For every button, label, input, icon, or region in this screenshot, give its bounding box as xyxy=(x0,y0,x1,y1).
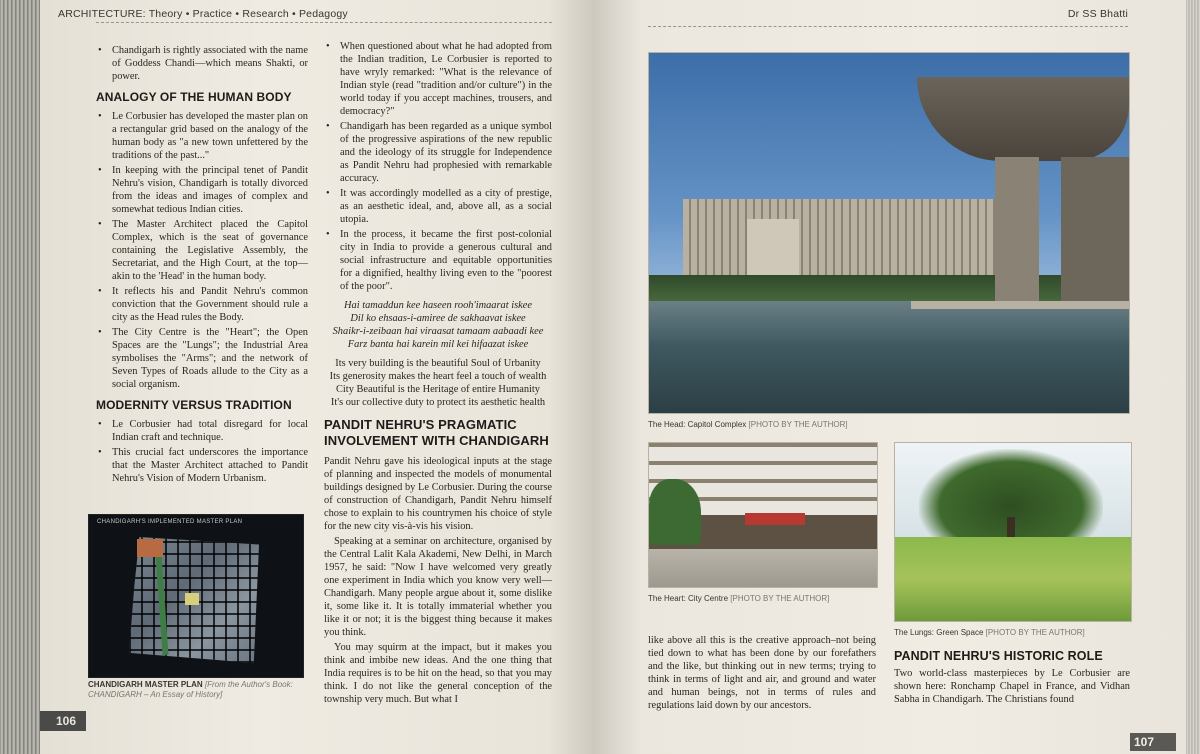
section-heading-modernity: MODERNITY VERSUS TRADITION xyxy=(96,398,292,412)
city-centre-photo xyxy=(648,442,878,588)
poem-line: Dil ko ehsaas-i-amiree de sakhaavat iskee xyxy=(350,313,526,324)
left-page-number-text: 106 xyxy=(56,714,77,728)
section-heading-analogy: ANALOGY OF THE HUMAN BODY xyxy=(96,90,292,104)
list-item: • Chandigarh is rightly associated with the name of Goddess Chandi—which means Shakti, or power. xyxy=(96,44,308,83)
modernity-bullet-list xyxy=(96,418,308,485)
list-item: • In keeping with the principal tenet of Pandit Nehru's vision, Chandigarh is totally divorced from the ideas and images of complex and somewhat tedious Indian cities. xyxy=(96,164,308,216)
right-running-head-rule xyxy=(648,26,1128,27)
body-paragraph: You may squirm at the impact, but it makes you think and imbibe new ideas. And the one thing that India requires is to be hit on the head, so that you may think. I do not like the general conception of the township very much. But what I xyxy=(324,642,552,705)
left-page-edges xyxy=(0,0,40,754)
right-running-head: Dr SS Bhatti xyxy=(1067,8,1128,20)
map-caption xyxy=(88,680,298,700)
left-column-2 xyxy=(324,40,552,708)
urdu-poem xyxy=(324,299,552,351)
caption-title: The Head: Capitol Complex xyxy=(648,420,747,429)
capitol-complex-photo xyxy=(648,52,1130,414)
analogy-bullet-list xyxy=(96,110,308,391)
reflecting-pool xyxy=(649,301,1129,413)
verse-line: Its very building is the beautiful Soul of Urbanity xyxy=(335,358,541,369)
list-item: • The Master Architect placed the Capitol Complex, which is the seat of governance containing the Legislative Assembly, the Secretariat, and the High Court, at the top—akin to the 'Head' in the human body. xyxy=(96,218,308,283)
map-city-centre-zone xyxy=(185,593,199,605)
list-item: • It reflects his and Pandit Nehru's common conviction that the Government should rule a city as the Head rules the Body. xyxy=(96,285,308,324)
verse-line: It's our collective duty to protect its aesthetic health xyxy=(330,397,546,408)
caption-title: The Heart: City Centre xyxy=(648,594,729,603)
right-column-1 xyxy=(648,634,876,714)
caption-title: The Lungs: Green Space xyxy=(894,628,984,637)
list-item: • The City Centre is the "Heart"; the Open Spaces are the "Lungs"; the Industrial Area symbolises the "Arms"; and the network of Seven Types of Roads allude to the City as a social organism. xyxy=(96,326,308,391)
caption-credit: [PHOTO BY THE AUTHOR] xyxy=(985,628,1085,637)
concrete-pillar xyxy=(1061,157,1129,307)
map-capitol-zone xyxy=(137,539,163,557)
body-paragraph: Speaking at a seminar on architecture, organised by the Central Lalit Kala Akademi, New Delhi, in March 1957, he said: "Now I have welcomed very greatly one experiment in India which you know very well—Chandigarh. Many people argue about it, some dislike it, some like it. It is totally immaterial whether you like it or not; it is the biggest thing because it makes you think. xyxy=(324,536,552,638)
section-heading-nehru: PANDIT NEHRU'S PRAGMATIC INVOLVEMENT WITH CHANDIGARH xyxy=(324,417,549,448)
col2-bullet-list xyxy=(324,40,552,293)
list-item: • Le Corbusier has developed the master plan on a rectangular grid based on the analogy of the human body as "a new town unfettered by the traditions of the past..." xyxy=(96,110,308,162)
caption-centre xyxy=(648,594,829,603)
verse-line: Its generosity makes the heart feel a touch of wealth xyxy=(329,371,547,382)
map-title: CHANDIGARH'S IMPLEMENTED MASTER PLAN xyxy=(97,519,243,525)
caption-credit: [PHOTO BY THE AUTHOR] xyxy=(730,594,830,603)
list-item: • Chandigarh has been regarded as a unique symbol of the progressive aspirations of the new republic and the ideology of its struggle for Independence as Pandit Nehru had prophesied with remarkable accuracy. xyxy=(324,120,552,185)
lawn xyxy=(895,537,1131,621)
caption-credit: [PHOTO BY THE AUTHOR] xyxy=(748,420,848,429)
list-item: • In the process, it became the first post-colonial city in India to provide a generous cultural and social infrastructure and equitable opportunities for a dignified, healthy living even to the "poorest of the poor". xyxy=(324,228,552,293)
verse-line: City Beautiful is the Heritage of entire Humanity xyxy=(335,384,540,395)
left-running-head: ARCHITECTURE: Theory • Practice • Research • Pedagogy xyxy=(58,8,348,20)
english-verse xyxy=(324,357,552,409)
right-column-2 xyxy=(894,646,1130,708)
list-item: • Le Corbusier had total disregard for local Indian craft and technique. xyxy=(96,418,308,444)
shop-signboard xyxy=(745,513,805,525)
street-tree xyxy=(649,479,701,545)
list-item: • When questioned about what he had adopted from the Indian tradition, Le Corbusier is reported to have wryly remarked: "What is the relevance of Indian style (read "tradition and/or culture") in the world today if you accept machines, trousers, and democracy?" xyxy=(324,40,552,118)
assembly-canopy xyxy=(917,77,1129,161)
concrete-pillar xyxy=(995,157,1039,307)
pool-ledge xyxy=(911,301,1129,309)
tree-line xyxy=(649,275,1129,301)
master-plan-map-image xyxy=(88,514,304,678)
map-caption-credit: [From the Author's Book: CHANDIGARH – An Essay of History] xyxy=(88,680,293,699)
right-page-number-text: 107 xyxy=(1134,735,1155,749)
secretariat-building xyxy=(683,199,1003,283)
list-item: • This crucial fact underscores the importance that the Master Architect attached to Pandit Nehru's Vision of Modern Urbanism. xyxy=(96,446,308,485)
intro-bullet-list xyxy=(96,44,308,83)
body-paragraph: Two world-class masterpieces by Le Corbusier are shown here: Ronchamp Chapel in France, and Vidhan Sabha in Chandigarh. The Christians found xyxy=(894,668,1130,705)
right-page-edges xyxy=(1186,0,1200,754)
caption-capitol xyxy=(648,420,848,429)
section-heading-historic-role: PANDIT NEHRU'S HISTORIC ROLE xyxy=(894,649,1103,663)
right-page-number xyxy=(1130,733,1176,751)
map-caption-title: CHANDIGARH MASTER PLAN xyxy=(88,680,203,689)
list-item: • It was accordingly modelled as a city of prestige, as an aesthetic ideal, and, above all, as a social utopia. xyxy=(324,187,552,226)
poem-line: Hai tamaddun kee haseen rooh'imaarat iskee xyxy=(344,300,532,311)
left-running-head-rule xyxy=(96,22,552,23)
plaza-floor xyxy=(649,549,877,587)
poem-line: Farz banta hai karein mil kei hifaazat iskee xyxy=(347,339,529,350)
caption-green xyxy=(894,628,1085,637)
body-paragraph: like above all this is the creative approach–not being tied down to what has been done by our forefathers and the like, but thinking out in new terms; trying to think in terms of light and air, and ground and water and human beings, not in terms of rules and regulations laid down by our ancestors. xyxy=(648,635,876,711)
body-paragraph: Pandit Nehru gave his ideological inputs at the stage of planning and inspected the models of monumental buildings designed by Le Corbusier. During the course of construction of Chandigarh, Pandit Nehru himself chose to explain to his countrymen his choice of style for the new city vis-à-vis his vision. xyxy=(324,456,552,532)
poem-line: Shaikr-i-zeibaan hai viraasat tamaam aabaadi kee xyxy=(332,326,544,337)
left-page-number xyxy=(40,711,86,731)
green-space-photo xyxy=(894,442,1132,622)
left-column-1 xyxy=(96,44,308,487)
